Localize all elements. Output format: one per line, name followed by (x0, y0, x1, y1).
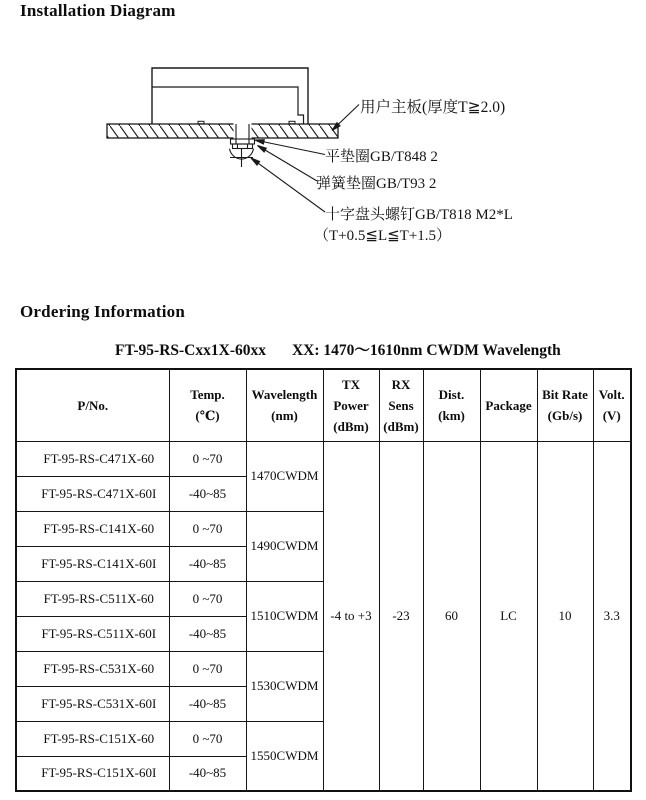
module-foot-left (198, 121, 204, 124)
table-title-model: FT-95-RS-Cxx1X-60xx (115, 342, 266, 359)
pno-cell: FT-95-RS-C471X-60I (16, 476, 169, 511)
wavelength-cell: 1470CWDM (246, 441, 323, 511)
wavelength-cell: 1510CWDM (246, 581, 323, 651)
pno-cell: FT-95-RS-C151X-60 (16, 721, 169, 756)
pno-cell: FT-95-RS-C511X-60 (16, 581, 169, 616)
temp-cell: -40~85 (169, 476, 246, 511)
bit-rate-cell: 10 (537, 441, 593, 791)
label-screw-length: （T+0.5≦L≦T+1.5） (314, 228, 452, 244)
temp-cell: 0 ~70 (169, 651, 246, 686)
dist-cell: 60 (423, 441, 480, 791)
temp-cell: -40~85 (169, 616, 246, 651)
package-cell: LC (480, 441, 537, 791)
col-header-volt: Volt. (V) (593, 369, 631, 441)
table-row (16, 441, 631, 476)
leader-screw (251, 158, 325, 212)
temp-cell: 0 ~70 (169, 511, 246, 546)
module-foot-right (289, 121, 295, 124)
col-header-rx-sens: RX Sens (dBm) (379, 369, 423, 441)
volt-cell: 3.3 (593, 441, 631, 791)
col-header-bit-rate: Bit Rate (Gb/s) (537, 369, 593, 441)
section-title-installation-diagram: Installation Diagram (20, 1, 176, 20)
module-outline (152, 68, 308, 124)
spring-washer (233, 144, 253, 149)
temp-cell: -40~85 (169, 546, 246, 581)
wavelength-cell: 1530CWDM (246, 651, 323, 721)
col-header-dist: Dist. (km) (423, 369, 480, 441)
temp-cell: 0 ~70 (169, 721, 246, 756)
tx-power-cell: -4 to +3 (323, 441, 379, 791)
pno-cell: FT-95-RS-C511X-60I (16, 616, 169, 651)
temp-cell: 0 ~70 (169, 441, 246, 476)
label-mainboard: 用户主板(厚度T≧2.0) (360, 99, 506, 116)
pno-cell: FT-95-RS-C471X-60 (16, 441, 169, 476)
table-title-note: XX: 1470～1610nm CWDM Wavelength (291, 342, 561, 359)
pno-cell: FT-95-RS-C531X-60 (16, 651, 169, 686)
table-title (115, 338, 561, 360)
ordering-table (15, 368, 632, 792)
pno-cell: FT-95-RS-C141X-60 (16, 511, 169, 546)
arrowhead-flat-washer (255, 140, 264, 144)
label-spring-washer: 弹簧垫圈GB/T93 2 (316, 176, 437, 192)
table-header-row (16, 369, 631, 441)
flat-washer (231, 139, 255, 144)
rx-sens-cell: -23 (379, 441, 423, 791)
temp-cell: 0 ~70 (169, 581, 246, 616)
arrowhead-screw (251, 158, 260, 165)
wavelength-cell: 1550CWDM (246, 721, 323, 791)
temp-cell: -40~85 (169, 756, 246, 791)
installation-diagram (0, 0, 646, 300)
leader-flat-washer (255, 140, 325, 155)
arrowhead-spring-washer (258, 146, 267, 153)
pno-cell: FT-95-RS-C531X-60I (16, 686, 169, 721)
col-header-pno: P/No. (16, 369, 169, 441)
wavelength-cell: 1490CWDM (246, 511, 323, 581)
label-flat-washer: 平垫圈GB/T848 2 (325, 149, 438, 165)
col-header-package: Package (480, 369, 537, 441)
label-screw: 十字盘头螺钉GB/T818 M2*L (325, 207, 513, 223)
pno-cell: FT-95-RS-C151X-60I (16, 756, 169, 791)
col-header-tx-power: TX Power (dBm) (323, 369, 379, 441)
pno-cell: FT-95-RS-C141X-60I (16, 546, 169, 581)
col-header-wavelength: Wavelength (nm) (246, 369, 323, 441)
temp-cell: -40~85 (169, 686, 246, 721)
col-header-temp: Temp. (℃) (169, 369, 246, 441)
pcb-plate (107, 123, 338, 139)
section-title-ordering-information: Ordering Information (20, 302, 186, 321)
